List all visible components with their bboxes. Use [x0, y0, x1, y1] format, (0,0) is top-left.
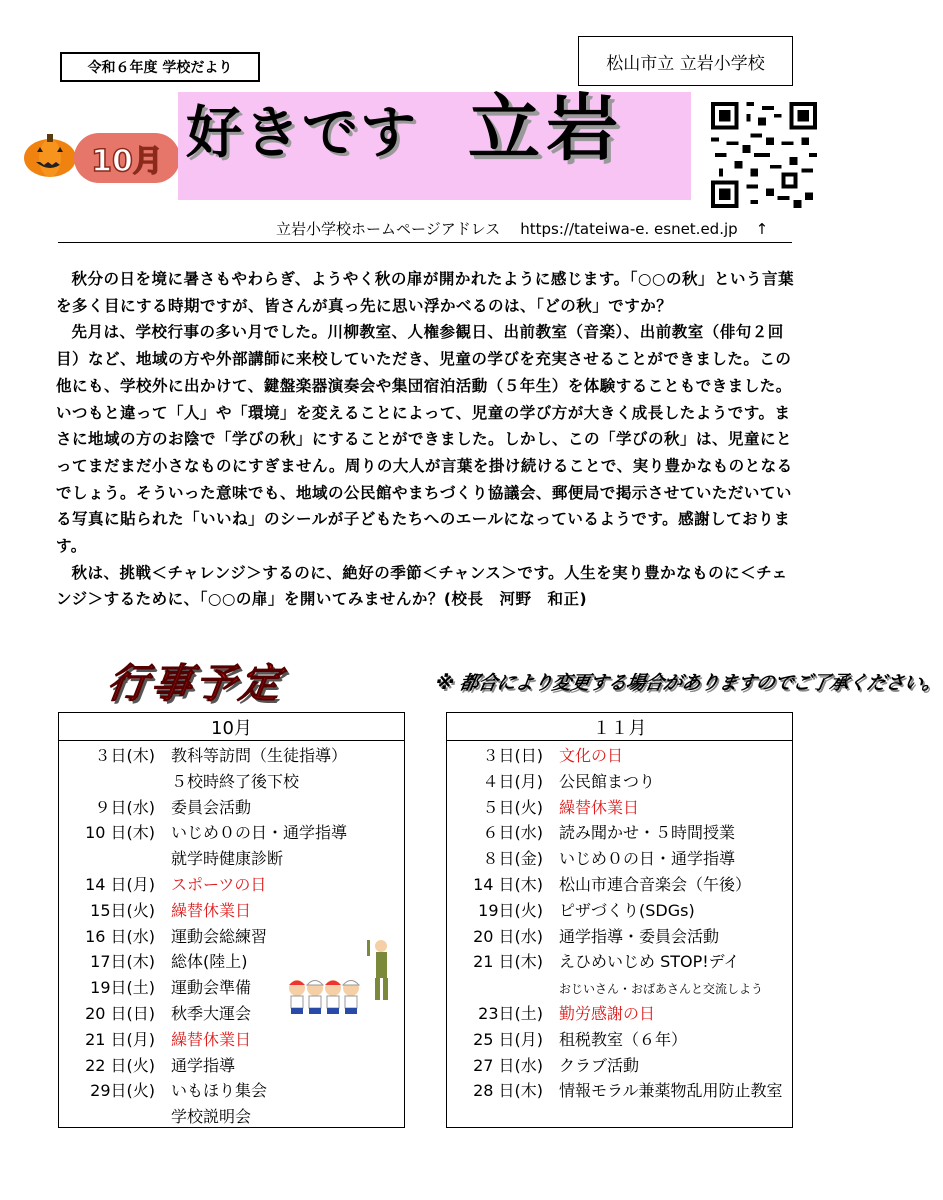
schedule-event: 繰替休業日 — [171, 900, 252, 920]
schedule-date: 21 日(木) — [473, 952, 543, 972]
schedule-event: ピザづくり(SDGs) — [559, 900, 695, 920]
schedule-date: ６日(水) — [482, 823, 543, 843]
schedule-row — [447, 898, 792, 923]
schedule-date: 23日(土) — [478, 1004, 543, 1023]
october-heading: 10月 — [59, 713, 404, 741]
schedule-row — [447, 820, 792, 845]
qr-code-icon — [710, 102, 818, 208]
schedule-date: 14 日(月) — [85, 875, 155, 894]
schedule-event: 学校説明会 — [171, 1107, 252, 1127]
schedule-row — [447, 924, 792, 949]
schedule-row — [447, 1053, 792, 1078]
schedule-row — [59, 898, 404, 923]
schedule-event: クラブ活動 — [559, 1055, 640, 1075]
schedule-event: 通学指導・委員会活動 — [559, 926, 720, 946]
schedule-event: 公民館まつり — [559, 771, 656, 791]
schedule-event: 繰替休業日 — [171, 1029, 252, 1049]
schedule-date: 15日(火) — [90, 900, 155, 920]
homepage-url[interactable]: https://tateiwa-e. esnet.ed.jp — [520, 220, 738, 238]
schedule-event: 運動会総練習 — [171, 926, 268, 946]
schedule-event: 松山市連合音楽会（午後） — [559, 875, 752, 894]
schedule-event: 通学指導 — [171, 1055, 236, 1075]
year-label: 令和６年度 学校だより — [60, 52, 260, 82]
schedule-event: いもほり集会 — [171, 1081, 268, 1101]
schedule-date: ９日(水) — [94, 797, 155, 817]
schedule-event: スポーツの日 — [171, 875, 267, 894]
schedule-row — [447, 769, 792, 794]
schedule-event: 教科等訪問（生徒指導） — [171, 746, 348, 765]
schedule-event: 繰替休業日 — [559, 797, 640, 817]
schedule-date: 10 日(木) — [85, 823, 155, 843]
schedule-event: いじめ０の日・通学指導 — [559, 849, 736, 869]
schedule-date: 27 日(水) — [473, 1055, 543, 1075]
schedule-event: 総体(陸上) — [171, 952, 248, 972]
schedule-row — [59, 1027, 404, 1052]
november-heading: １１月 — [447, 713, 792, 741]
schedule-row — [447, 1078, 792, 1103]
schedule-date: 16 日(水) — [85, 926, 155, 946]
schedule-row — [59, 1104, 404, 1129]
schedule-row — [447, 975, 792, 1000]
schedule-event: 運動会準備 — [171, 978, 252, 998]
homepage-label: 立岩小学校ホームページアドレス — [276, 220, 501, 238]
title-part1: 好きです — [186, 101, 418, 166]
schedule-date: 28 日(木) — [473, 1081, 543, 1101]
schedule-date: 29日(火) — [90, 1081, 155, 1101]
schedule-event: 読み聞かせ・５時間授業 — [559, 823, 736, 843]
school-name: 松山市立 立岩小学校 — [578, 36, 793, 86]
header-divider — [58, 242, 792, 243]
schedule-row — [447, 846, 792, 871]
schedule-notice: ※ 都合により変更する場合がありますのでご了承ください。 — [433, 672, 943, 694]
november-schedule — [446, 712, 793, 1128]
schedule-row — [447, 795, 792, 820]
schedule-row — [447, 1027, 792, 1052]
schedule-date: 21 日(月) — [85, 1029, 155, 1049]
schedule-row — [59, 820, 404, 845]
schedule-event: 就学時健康診断 — [171, 849, 284, 869]
schedule-row — [59, 1078, 404, 1103]
schedule-date: 17日(木) — [90, 952, 155, 972]
october-schedule — [58, 712, 405, 1128]
schedule-row — [447, 872, 792, 897]
schedule-event: 文化の日 — [559, 746, 624, 765]
schedule-date: 19日(火) — [478, 900, 543, 920]
schedule-row — [447, 743, 792, 768]
schedule-event: 情報モラル兼薬物乱用防止教室 — [559, 1081, 783, 1101]
intro-paragraph: 秋分の日を境に暑さもやわらぎ、ようやく秋の扉が開かれたように感じます。「○○の秋」という言葉を多く目にする時期ですが、皆さんが真っ先に思い浮かべるのは、「どの秋」ですか？ — [56, 270, 794, 315]
events-title: 行事予定 — [104, 661, 287, 707]
pumpkin-icon — [22, 130, 78, 178]
homepage-line — [276, 218, 768, 239]
schedule-date: 20 日(水) — [473, 926, 543, 946]
schedule-row — [59, 1053, 404, 1078]
intro-paragraph: 先月は、学校行事の多い月でした。川柳教室、人権参観日、出前教室（音楽）、出前教室（俳句２回目）など、地域の方や外部講師に来校していただき、児童の学びを充実させることができました。この他にも、学校外に出かけて、鍵盤楽器演奏会や集団宿泊活動（５年生）を体験することもできました。いつもと違って「人」や「環境」を変えることによって、児童の学び方が大きく成長したようです。まさに地域の方のお陰で「学びの秋」にすることができました。しかし、この「学びの秋」は、児童にとってまだまだ小さなものにすぎません。周りの大人が言葉を掛け続けることで、実り豊かなものとなるでしょう。そういった意味でも、地域の公民館やまちづくり協議会、郵便局で掲示させていただいている写真に貼られた「いいね」のシールが子どもたちへのエールになっているようです。感謝しております。 — [56, 323, 793, 556]
principal-message — [56, 266, 802, 613]
schedule-row — [59, 795, 404, 820]
schedule-row — [447, 949, 792, 974]
schedule-event: 秋季大運会 — [171, 1004, 252, 1023]
schedule-row — [59, 743, 404, 768]
intro-paragraph: 秋は、挑戦＜チャレンジ＞するのに、絶好の季節＜チャンス＞です。人生を実り豊かなものに＜チェンジ＞するために、「○○の扉」を開いてみませんか？(校長 河野 和正) — [56, 563, 788, 609]
schedule-date: ４日(月) — [482, 771, 543, 791]
schedule-event: おじいさん・おばあさんと交流しよう — [559, 982, 764, 997]
schedule-event: ５校時終了後下校 — [171, 771, 300, 791]
schedule-event: 租税教室（６年） — [559, 1029, 688, 1049]
schedule-event: 勤労感謝の日 — [559, 1004, 656, 1023]
schedule-date: 19日(土) — [90, 978, 155, 998]
schedule-date: ３日(日) — [482, 746, 543, 765]
schedule-date: ３日(木) — [94, 746, 155, 765]
sports-day-illustration — [283, 938, 401, 1022]
schedule-date: 14 日(木) — [473, 875, 543, 894]
up-arrow-icon: ↑ — [755, 220, 769, 238]
schedule-event: えひめいじめ STOP!デイ — [559, 952, 740, 972]
schedule-date: ５日(火) — [482, 797, 543, 817]
title-part2: 立岩 — [468, 86, 625, 170]
schedule-date: 22 日(火) — [85, 1055, 155, 1075]
schedule-event: 委員会活動 — [171, 797, 252, 817]
schedule-row — [447, 1001, 792, 1026]
schedule-row — [59, 872, 404, 897]
schedule-event: いじめ０の日・通学指導 — [171, 823, 348, 843]
schedule-row — [59, 769, 404, 794]
month-badge: 10月 — [74, 133, 180, 183]
schedule-date: ８日(金) — [482, 849, 543, 869]
schedule-date: 25 日(月) — [473, 1029, 543, 1049]
schedule-date: 20 日(日) — [85, 1004, 155, 1023]
schedule-row — [59, 846, 404, 871]
